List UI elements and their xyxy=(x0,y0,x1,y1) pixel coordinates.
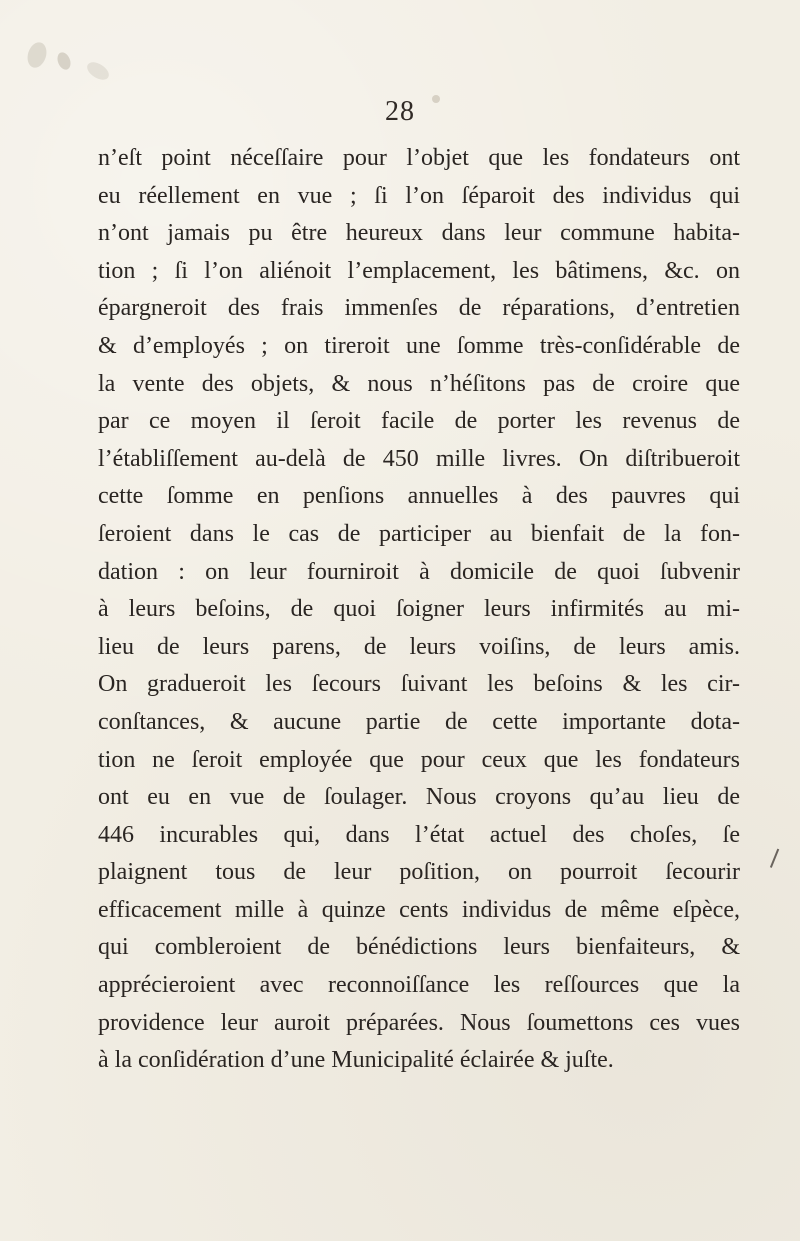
text-line: n’ont jamais pu être heureux dans leur commune habita- xyxy=(98,220,740,247)
ink-stain xyxy=(84,59,112,84)
text-line: ont eu en vue de ſoulager. Nous croyons qu’au lieu de xyxy=(98,784,740,811)
text-line: l’établiſſement au-delà de 450 mille livres. On diſtribueroit xyxy=(98,445,740,472)
text-line: conſtances, & aucune partie de cette importante dota- xyxy=(98,708,740,735)
text-line: dation : on leur fourniroit à domicile de quoi ſubvenir xyxy=(98,558,740,585)
text-line: tion ; ſi l’on aliénoit l’emplacement, les bâtimens, &c. on xyxy=(98,257,740,284)
margin-mark xyxy=(759,844,779,868)
text-line: cette ſomme en penſions annuelles à des pauvres qui xyxy=(98,483,740,510)
text-line: eu réellement en vue ; ſi l’on ſéparoit des individus qui xyxy=(98,182,740,209)
page-number: 28 xyxy=(385,96,415,127)
text-line: à leurs beſoins, de quoi ſoigner leurs infirmités au mi- xyxy=(98,596,740,623)
text-line: à la conſidération d’une Municipalité éclairée & juſte. xyxy=(98,1047,614,1074)
text-line: tion ne ſeroit employée que pour ceux que les fondateurs xyxy=(98,746,740,773)
text-line: ſeroient dans le cas de participer au bienfait de la fon- xyxy=(98,520,740,547)
ink-stain xyxy=(24,40,49,70)
ink-stain xyxy=(55,50,73,71)
text-line: plaignent tous de leur poſition, on pourroit ſecourir xyxy=(98,859,740,886)
text-line: 446 incurables qui, dans l’état actuel des choſes, ſe xyxy=(98,821,740,848)
text-line: qui combleroient de bénédictions leurs bienfaiteurs, & xyxy=(98,934,740,961)
text-line: la vente des objets, & nous n’héſitons pas de croire que xyxy=(98,370,740,397)
text-line: efficacement mille à quinze cents individus de même eſpèce, xyxy=(98,896,740,923)
text-line: On gradueroit les ſecours ſuivant les beſoins & les cir- xyxy=(98,671,740,698)
text-line: lieu de leurs parens, de leurs voiſins, de leurs amis. xyxy=(98,633,740,660)
text-line: par ce moyen il ſeroit facile de porter les revenus de xyxy=(98,408,740,435)
text-line: providence leur auroit préparées. Nous ſoumettons ces vues xyxy=(98,1009,740,1036)
text-line: apprécieroient avec reconnoiſſance les reſſources que la xyxy=(98,972,740,999)
text-line: n’eſt point néceſſaire pour l’objet que les fondateurs ont xyxy=(98,145,740,171)
text-line: épargneroit des frais immenſes de réparations, d’entretien xyxy=(98,295,740,322)
body-text xyxy=(98,140,740,1080)
text-line: & d’employés ; on tireroit une ſomme très-conſidérable de xyxy=(98,332,740,359)
